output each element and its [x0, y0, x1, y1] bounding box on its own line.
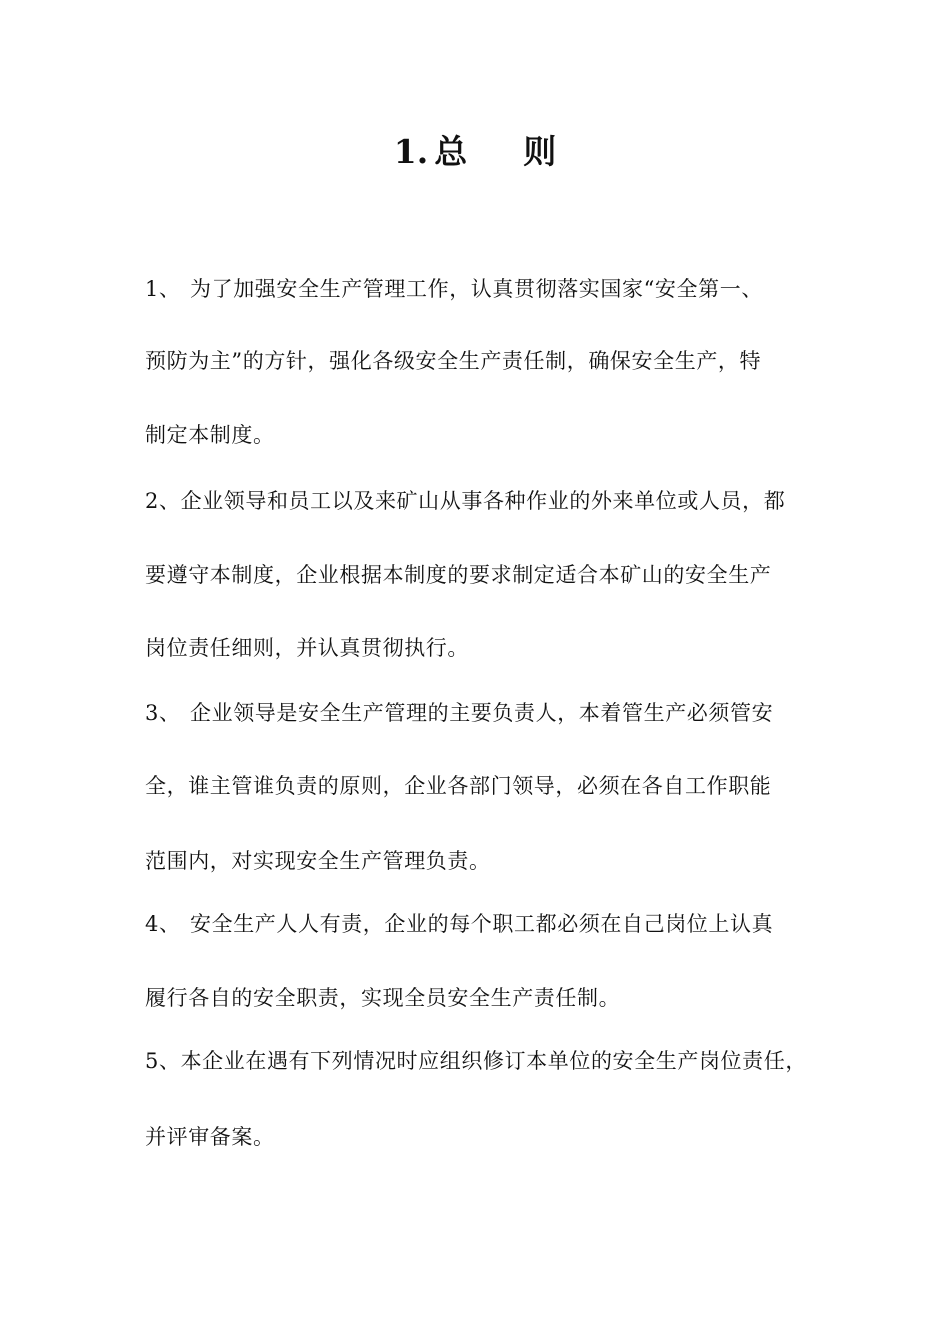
paragraph-4-line-2: 履行各自的安全职责，实现全员安全生产责任制。 [145, 986, 621, 1010]
paragraph-5-line-1: 5、本企业在遇有下列情况时应组织修订本单位的安全生产岗位责任， [145, 1046, 807, 1076]
paragraph-3-line-2: 全，谁主管谁负责的原则，企业各部门领导，必须在各自工作职能 [145, 774, 772, 798]
paragraph-3-line-3: 范围内，对实现安全生产管理负责。 [145, 849, 491, 873]
paragraph-1-line-2: 预防为主”的方针，强化各级安全生产责任制，确保安全生产，特 [145, 349, 762, 373]
paragraph-1-line-1: 1、 为了加强安全生产管理工作，认真贯彻落实国家“安全第一、 [145, 274, 763, 304]
item-3-label: 3、 [145, 701, 181, 725]
item-4-label: 4、 [145, 912, 181, 936]
paragraph-2-line-3: 岗位责任细则，并认真贯彻执行。 [145, 636, 469, 660]
paragraph-3-line-1: 3、 企业领导是安全生产管理的主要负责人，本着管生产必须管安 [145, 698, 773, 728]
item-1-label: 1、 [145, 277, 181, 301]
page-title [0, 128, 950, 176]
title-char-2: 则 [523, 132, 557, 171]
paragraph-2-line-1: 2、企业领导和员工以及来矿山从事各种作业的外来单位或人员，都 [145, 486, 785, 516]
item-5-label: 5、 [145, 1049, 181, 1073]
paragraph-4-line-1: 4、 安全生产人人有责，企业的每个职工都必须在自己岗位上认真 [145, 909, 773, 939]
paragraph-1-line-3: 制定本制度。 [145, 423, 275, 447]
item-2-label: 2、 [145, 489, 181, 513]
title-number: 1. [393, 132, 429, 171]
title-char-1: 总 [434, 132, 468, 171]
paragraph-5-line-2: 并评审备案。 [145, 1125, 275, 1149]
paragraph-2-line-2: 要遵守本制度，企业根据本制度的要求制定适合本矿山的安全生产 [145, 563, 772, 587]
